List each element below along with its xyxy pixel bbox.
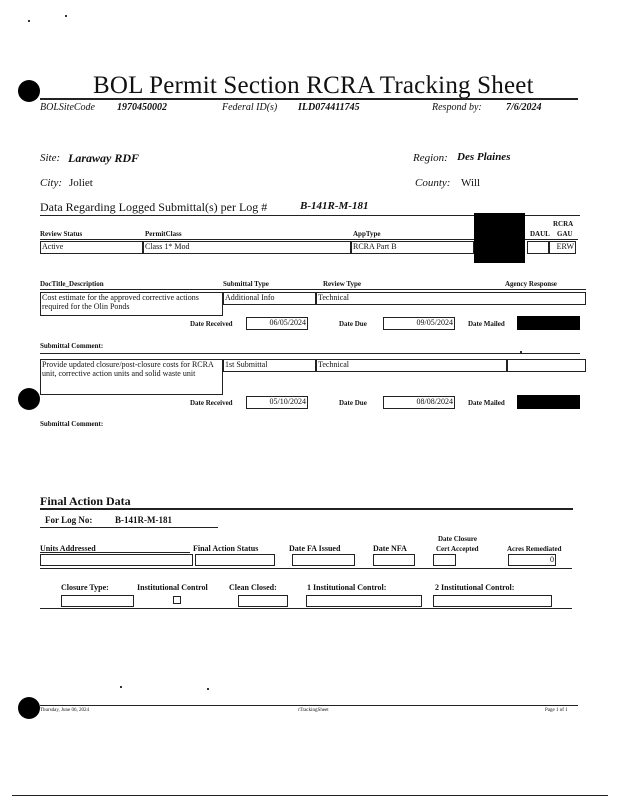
- col-date-closure-line1: Date Closure: [438, 535, 477, 543]
- for-log-label: For Log No:: [45, 515, 93, 525]
- region-label: Region:: [413, 152, 448, 164]
- binder-hole-bottom: [18, 697, 40, 719]
- footer-page-number: Page 1 of 1: [545, 708, 568, 713]
- submittal-1-rule: [40, 353, 580, 354]
- app-type-field: RCRA Part B: [351, 241, 474, 254]
- units-addressed-field: [40, 554, 193, 566]
- gau-field: ERW: [549, 241, 576, 254]
- respond-by-value: 7/6/2024: [506, 102, 542, 113]
- scan-speck: [120, 686, 122, 688]
- submittal-2-date-due: 08/08/2024: [383, 396, 455, 409]
- inst-control-1-field: [306, 595, 422, 607]
- binder-hole-top: [18, 80, 40, 102]
- federal-id-value: ILD074411745: [298, 102, 360, 113]
- final-action-heading: Final Action Data: [40, 494, 131, 508]
- closure-row-rule: [40, 608, 572, 609]
- col-acres-remediated: Acres Remediated: [507, 545, 562, 553]
- submittal-1-type: Additional Info: [223, 292, 316, 305]
- region-value: Des Plaines: [457, 151, 511, 163]
- col-permit-class: PermitClass: [145, 230, 182, 238]
- clean-closed-field: [238, 595, 288, 607]
- logged-submittals-heading: Data Regarding Logged Submittal(s) per Log #: [40, 200, 268, 214]
- logged-log-number: B-141R-M-181: [300, 200, 369, 212]
- federal-id-label: Federal ID(s): [222, 102, 278, 113]
- submittal-2-date-due-label: Date Due: [339, 399, 367, 407]
- submittal-1-date-received-label: Date Received: [190, 320, 233, 328]
- col-rcra: RCRA: [553, 220, 574, 228]
- page-title: BOL Permit Section RCRA Tracking Sheet: [93, 72, 534, 99]
- submittal-2-date-mailed-label: Date Mailed: [468, 399, 505, 407]
- submittal-1-date-mailed-redacted: [517, 316, 580, 330]
- inst-control-1-label: 1 Institutional Control:: [307, 583, 387, 592]
- submittal-2-date-received: 05/10/2024: [246, 396, 308, 409]
- units-header-rule: [40, 552, 190, 553]
- city-value: Joliet: [69, 177, 93, 189]
- submittal-2-type: 1st Submittal: [223, 359, 316, 372]
- institutional-control-checkbox: [173, 596, 181, 604]
- final-action-status-field: [195, 554, 275, 566]
- submittal-1-date-received: 06/05/2024: [246, 317, 308, 330]
- col-date-nfa: Date NFA: [373, 544, 407, 553]
- site-code-label: BOLSiteCode: [40, 102, 95, 113]
- redaction-block: [474, 213, 525, 263]
- col-app-type: AppType: [353, 230, 381, 238]
- binder-hole-middle: [18, 388, 40, 410]
- for-log-value: B-141R-M-181: [115, 515, 172, 525]
- site-code-value: 1970450002: [117, 102, 167, 113]
- submittal-2-date-received-label: Date Received: [190, 399, 233, 407]
- inst-control-2-field: [433, 595, 552, 607]
- submittal-1-date-due-label: Date Due: [339, 320, 367, 328]
- submittal-1-date-due: 09/05/2024: [383, 317, 455, 330]
- site-value: Laraway RDF: [68, 151, 140, 165]
- permit-class-field: Class 1* Mod: [143, 241, 351, 254]
- footer-rule: [40, 705, 578, 706]
- closure-type-label: Closure Type:: [61, 583, 109, 592]
- date-closure-field: [433, 554, 456, 566]
- col-agency-response: Agency Response: [505, 280, 557, 288]
- clean-closed-label: Clean Closed:: [229, 583, 277, 592]
- submittal-2-review-type: Technical: [316, 359, 507, 372]
- scan-speck: [65, 15, 67, 17]
- col-date-fa-issued: Date FA Issued: [289, 544, 341, 553]
- scan-speck: [207, 688, 209, 690]
- submittal-2-agency-response: [507, 359, 586, 372]
- inst-control-2-label: 2 Institutional Control:: [435, 583, 515, 592]
- col-date-closure-line2: Cert Accepted: [436, 545, 479, 553]
- county-value: Will: [461, 177, 481, 189]
- col-final-action-status: Final Action Status: [193, 544, 259, 553]
- col-daul: DAUL: [530, 230, 550, 238]
- submittal-2-comment-label: Submittal Comment:: [40, 420, 104, 428]
- submittal-1-description: Cost estimate for the approved corrective actions required for the Olin Ponds: [40, 292, 223, 316]
- submittal-1-date-mailed-label: Date Mailed: [468, 320, 505, 328]
- respond-by-label: Respond by:: [432, 102, 482, 113]
- scan-speck: [28, 20, 30, 22]
- institutional-control-label: Institutional Control: [137, 583, 208, 592]
- col-units-addressed: Units Addressed: [40, 544, 96, 553]
- site-label: Site:: [40, 152, 61, 164]
- title-rule: [40, 98, 578, 100]
- submittal-2-description: Provide updated closure/post-closure costs for RCRA unit, corrective action units and solid waste unit: [40, 359, 223, 395]
- doc-header-rule: [40, 289, 586, 290]
- acres-remediated-field: 0: [508, 554, 556, 566]
- col-submittal-type: Submittal Type: [223, 280, 269, 288]
- submittal-1-review-type: Technical: [316, 292, 586, 305]
- submittal-2-date-mailed-redacted: [517, 395, 580, 409]
- for-log-rule: [40, 527, 218, 528]
- submittal-1-comment-label: Submittal Comment:: [40, 342, 104, 350]
- scan-bottom-edge: [12, 795, 608, 796]
- col-review-type: Review Type: [323, 280, 362, 288]
- closure-type-field: [61, 595, 134, 607]
- footer-date: Thursday, June 06, 2024: [40, 708, 89, 713]
- col-review-status: Review Status: [40, 230, 83, 238]
- col-gau: GAU: [557, 230, 573, 238]
- col-doc-title: DocTitle_Description: [40, 280, 104, 288]
- final-action-rule: [40, 508, 573, 510]
- date-nfa-field: [373, 554, 415, 566]
- review-status-field: Active: [40, 241, 143, 254]
- footer-report-name: rTrackingSheet: [298, 708, 329, 713]
- county-label: County:: [415, 177, 451, 189]
- daul-field: [527, 241, 549, 254]
- date-fa-issued-field: [292, 554, 355, 566]
- units-row-rule: [40, 568, 572, 569]
- city-label: City:: [40, 177, 62, 189]
